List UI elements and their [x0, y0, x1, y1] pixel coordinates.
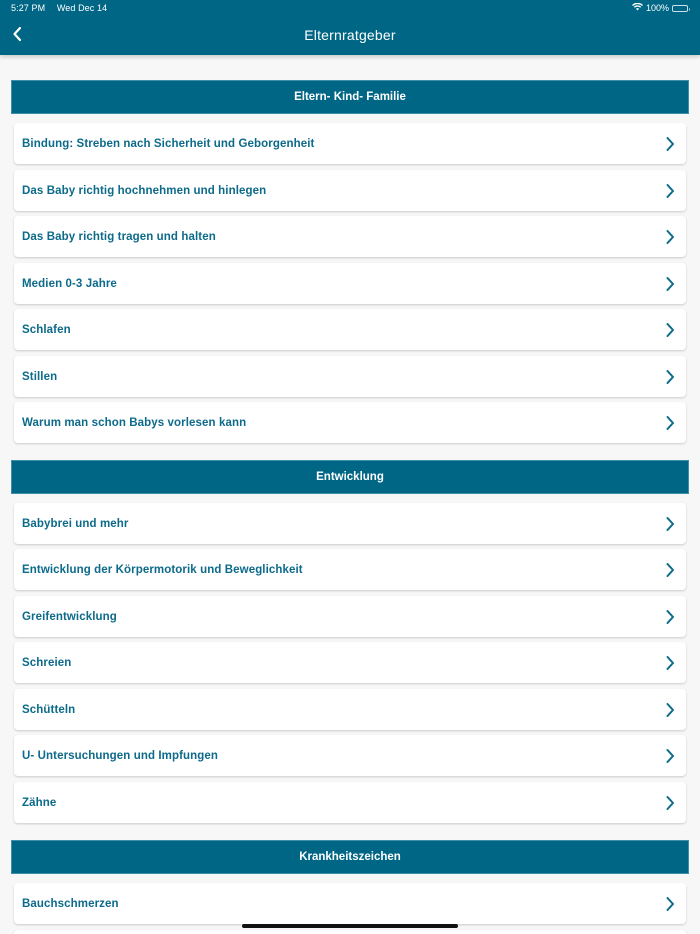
chevron-right-icon — [664, 896, 676, 912]
status-time: 5:27 PM — [11, 3, 46, 13]
list-item[interactable] — [14, 883, 686, 924]
home-indicator[interactable] — [242, 924, 458, 928]
section-header-eltern-kind-familie: Eltern- Kind- Familie — [11, 80, 689, 114]
list-item[interactable] — [14, 402, 686, 443]
chevron-right-icon — [664, 415, 676, 431]
list-item-label: Bauchschmerzen — [22, 897, 119, 910]
status-bar-right — [632, 3, 688, 13]
chevron-right-icon — [664, 516, 676, 532]
list-item[interactable] — [14, 309, 686, 350]
list-item-label: Medien 0-3 Jahre — [22, 277, 117, 290]
status-date: Wed Dec 14 — [56, 3, 108, 13]
section-header-krankheitszeichen: Krankheitszeichen — [11, 840, 689, 874]
list-item-label: Das Baby richtig hochnehmen und hinlegen — [22, 184, 267, 197]
chevron-right-icon — [664, 748, 676, 764]
chevron-right-icon — [664, 795, 676, 811]
list-item[interactable] — [14, 735, 686, 776]
list-item[interactable] — [14, 782, 686, 823]
list-item-label: Greifentwicklung — [22, 610, 117, 623]
chevron-right-icon — [664, 276, 676, 292]
chevron-right-icon — [664, 183, 676, 199]
topic-list[interactable] — [0, 55, 700, 934]
list-item[interactable] — [14, 170, 686, 211]
list-item[interactable] — [14, 596, 686, 637]
section-header-entwicklung: Entwicklung — [11, 460, 689, 494]
chevron-right-icon — [664, 702, 676, 718]
list-item-label: Schreien — [22, 656, 72, 669]
chevron-right-icon — [664, 655, 676, 671]
navigation-bar — [0, 0, 700, 55]
chevron-right-icon — [664, 136, 676, 152]
list-item[interactable] — [14, 689, 686, 730]
list-item-label: Schlafen — [22, 323, 71, 336]
list-item[interactable] — [14, 123, 686, 164]
list-item-label: Das Baby richtig tragen und halten — [22, 230, 216, 243]
chevron-right-icon — [664, 229, 676, 245]
battery-percent: 100% — [645, 3, 669, 13]
list-item-label: Warum man schon Babys vorlesen kann — [22, 416, 247, 429]
list-item-label: Stillen — [22, 370, 58, 383]
list-item[interactable] — [14, 642, 686, 683]
chevron-right-icon — [664, 322, 676, 338]
list-item-label: Bindung: Streben nach Sicherheit und Geborgenheit — [22, 137, 315, 150]
list-item-label: Babybrei und mehr — [22, 517, 129, 530]
list-item-label: Zähne — [22, 796, 57, 809]
list-item-label: U- Untersuchungen und Impfungen — [22, 749, 219, 762]
list-item-label: Entwicklung der Körpermotorik und Beweglichkeit — [22, 563, 303, 576]
wifi-icon — [632, 3, 643, 13]
chevron-right-icon — [664, 562, 676, 578]
chevron-right-icon — [664, 609, 676, 625]
chevron-right-icon — [664, 369, 676, 385]
list-item[interactable] — [14, 503, 686, 544]
status-bar-left — [11, 3, 116, 13]
list-item[interactable] — [14, 356, 686, 397]
list-item[interactable] — [14, 216, 686, 257]
list-item-partial[interactable] — [14, 930, 686, 934]
list-item[interactable] — [14, 263, 686, 304]
list-item[interactable] — [14, 549, 686, 590]
page-title: Elternratgeber — [304, 27, 396, 43]
battery-icon — [672, 5, 688, 12]
list-item-label: Schütteln — [22, 703, 76, 716]
